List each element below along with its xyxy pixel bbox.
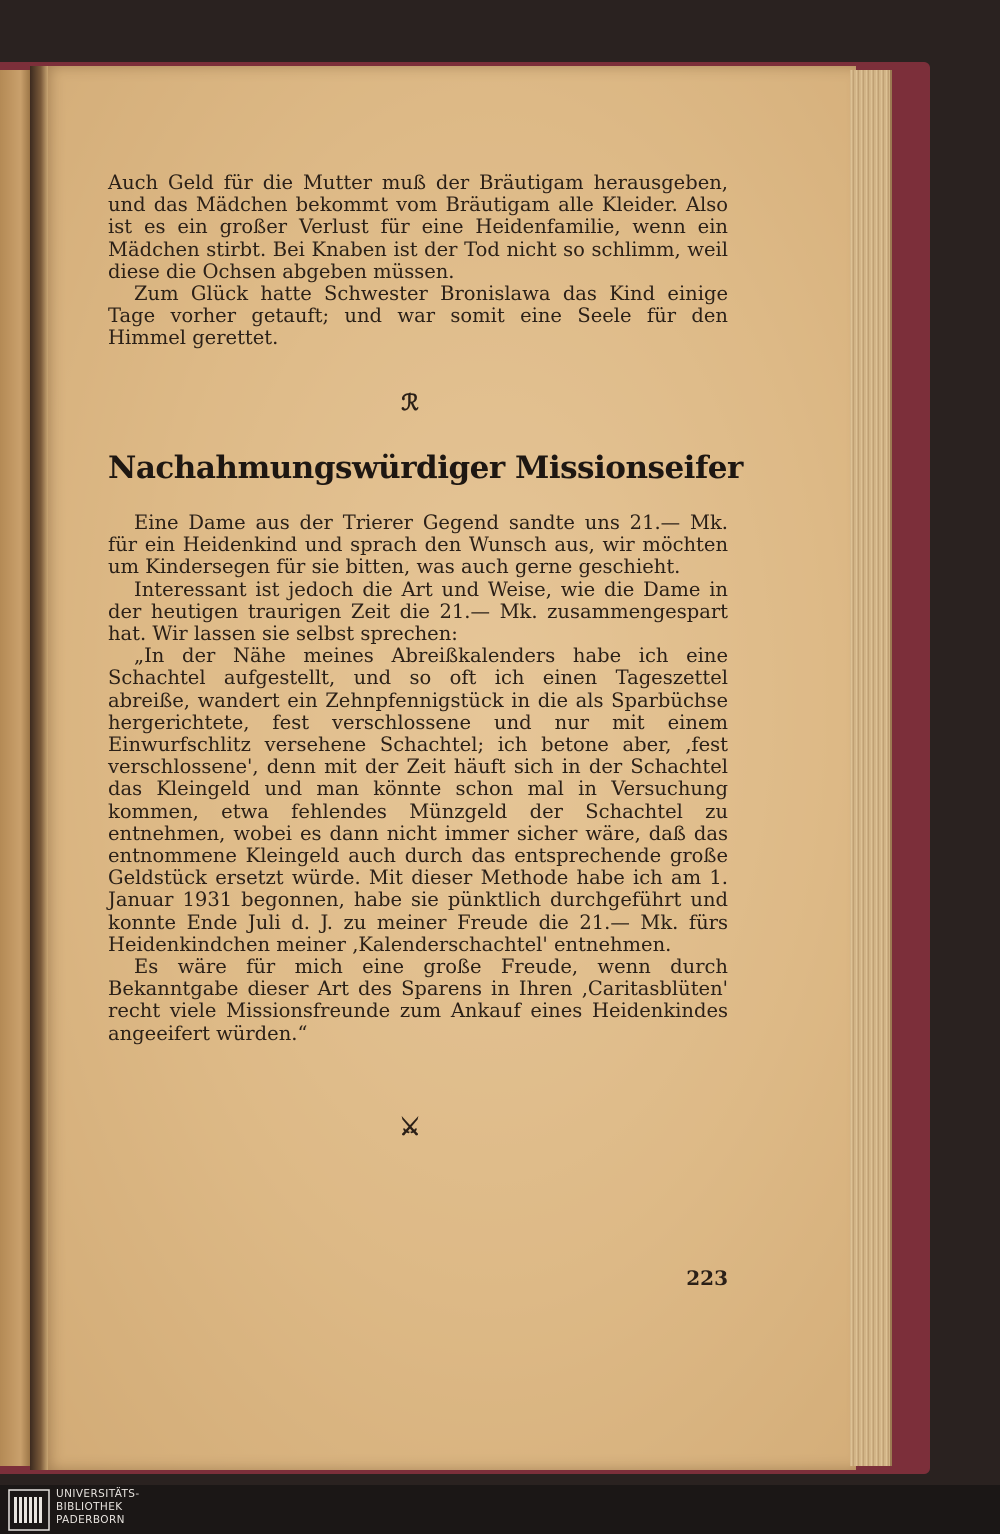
ornament-bottom: ⚔ <box>399 1112 421 1141</box>
paragraph: Zum Glück hatte Schwester Bronislawa das Kind einige Tage vorher getauft; und war somit eine Seele für den Himmel gerettet. <box>108 282 728 350</box>
paragraph: Eine Dame aus der Trierer Gegend sandte uns 21.— Mk. für ein Heidenkind und sprach den Wunsch aus, wir möchten um Kindersegen für sie bitten, was auch gerne geschieht. <box>108 511 728 579</box>
book-gutter <box>30 66 48 1470</box>
section-two-text <box>108 512 728 1045</box>
left-page-edge <box>0 70 34 1466</box>
paragraph: „In der Nähe meines Abreißkalenders habe ich eine Schachtel aufgestellt, und so oft ich einen Tageszettel abreiße, wandert ein Zehnpfennigstück in die als Sparbüchse hergerichtete, fest verschlossene und nur mit einem Einwurfschlitz versehene Schachtel; ich betone aber, ‚fest verschlossene', denn mit der Zeit häuft sich in der Schachtel das Kleingeld und man könnte schon mal in Versuchung kommen, etwa fehlendes Münzgeld der Schachtel zu entnehmen, wobei es dann nicht immer sicher wäre, daß das entnommene Kleingeld auch durch das entsprechende große Geldstück ersetzt würde. Mit dieser Methode habe ich am 1. Januar 1931 begonnen, habe sie pünktlich durchgeführt und konnte Ende Juli d. J. zu meiner Freude die 21.— Mk. fürs Heidenkindchen meiner ‚Kalenderschachtel' entnehmen. <box>108 644 728 956</box>
page-number: 223 <box>686 1266 728 1290</box>
section-one-text <box>108 172 728 350</box>
paragraph: Interessant ist jedoch die Art und Weise, wie die Dame in der heutigen traurigen Zeit die 21.— Mk. zusammengespart hat. Wir lassen sie selbst sprechen: <box>108 577 728 646</box>
library-name-line: PADERBORN <box>56 1514 125 1526</box>
university-library-logo-icon <box>8 1489 50 1531</box>
page-edges <box>850 70 892 1466</box>
library-name <box>56 1488 256 1527</box>
library-name-line: BIBLIOTHEK <box>56 1501 123 1513</box>
ornament-top: ℛ <box>401 390 419 416</box>
article-heading: Nachahmungswürdiger Missionseifer <box>108 450 743 486</box>
paragraph: Es wäre für mich eine große Freude, wenn durch Bekanntgabe dieser Art des Sparens in Ihren ‚Caritasblüten' recht viele Missionsfreunde zum Ankauf eines Heidenkindes angeeifert würden.“ <box>108 955 728 1045</box>
library-name-line: UNIVERSITÄTS- <box>56 1488 140 1500</box>
paragraph: Auch Geld für die Mutter muß der Bräutigam herausgeben, und das Mädchen bekommt vom Bräutigam alle Kleider. Also ist es ein großer Verlust für eine Heidenfamilie, wenn ein Mädchen stirbt. Bei Knaben ist der Tod nicht so schlimm, weil diese die Ochsen abgeben müssen. <box>108 171 728 283</box>
